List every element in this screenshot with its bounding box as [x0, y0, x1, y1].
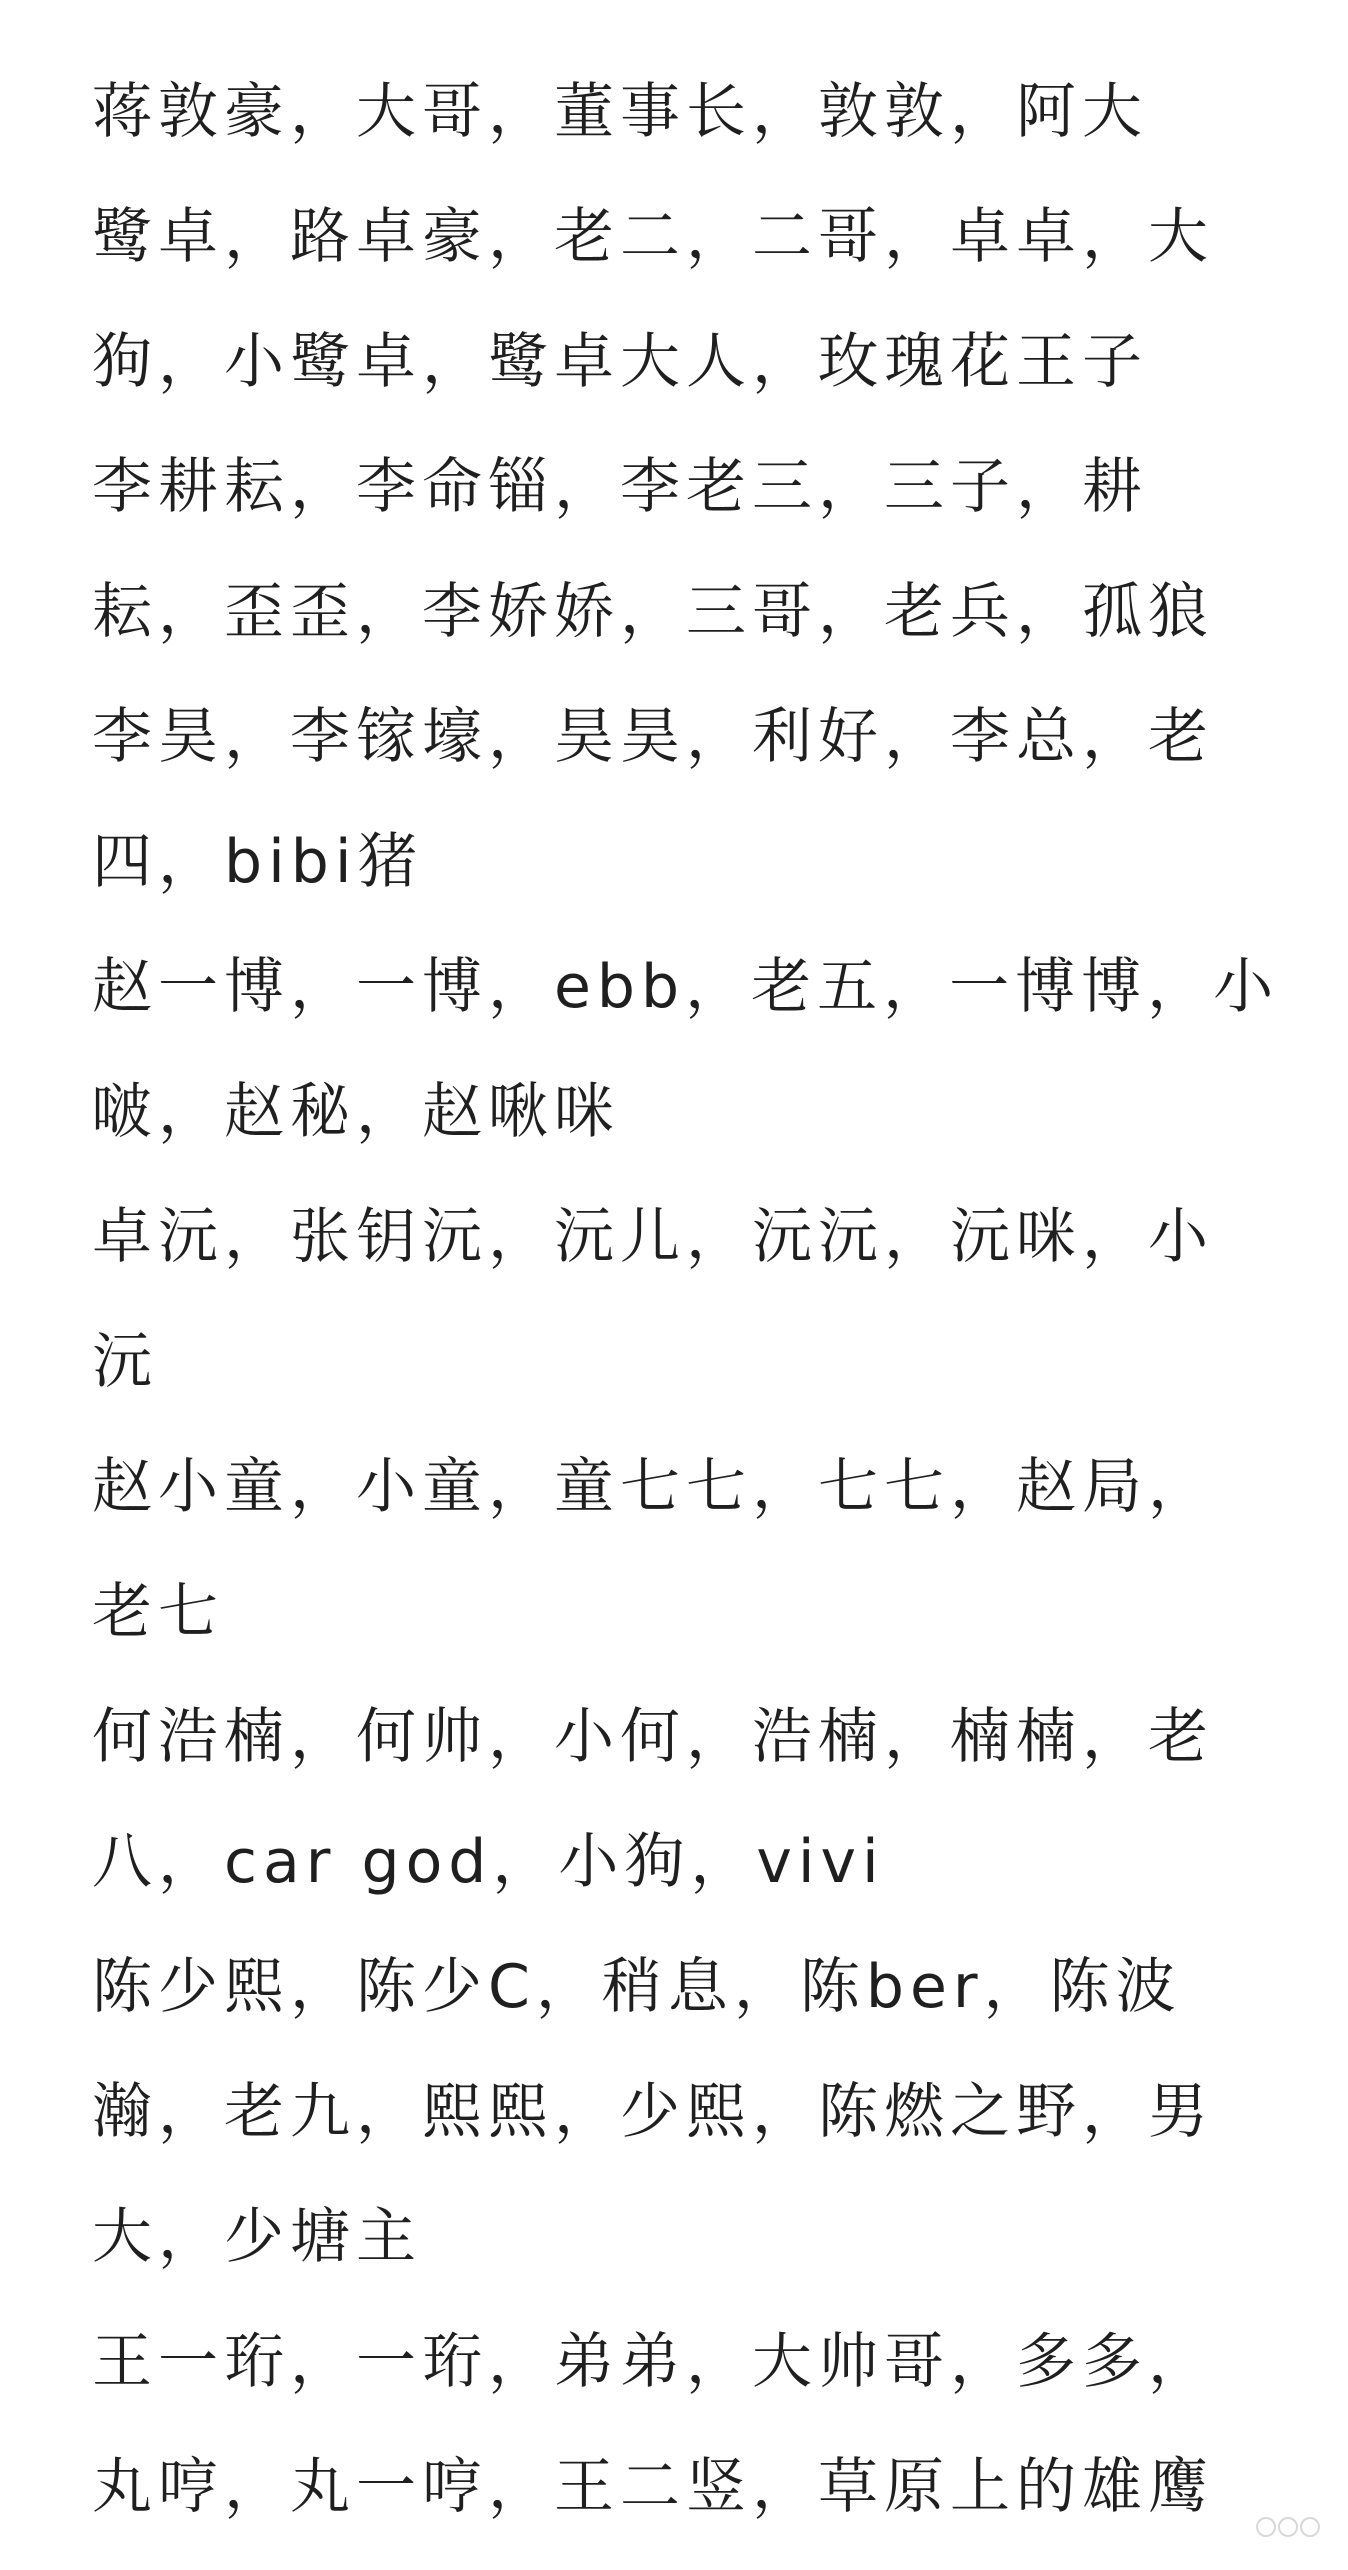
text-line: 瀚，老九，熙熙，少熙，陈燃之野，男: [92, 2077, 1214, 2147]
text-line: 四，bibi猪: [92, 827, 424, 897]
text-line: 大，少塘主: [92, 2202, 422, 2272]
text-line: 耘，歪歪，李娇娇，三哥，老兵，孤狼: [92, 577, 1214, 647]
text-line: 八，car god，小狗，vivi: [92, 1827, 885, 1897]
text-line: 啵，赵秘，赵啾咪: [92, 1077, 620, 1147]
watermark-dot: [1278, 2517, 1298, 2537]
text-line: 狗，小鹭卓，鹭卓大人，玫瑰花王子: [92, 327, 1148, 397]
text-line: 陈少熙，陈少C，稍息，陈ber，陈波: [92, 1952, 1182, 2022]
text-line: 王一珩，一珩，弟弟，大帅哥，多多，: [92, 2327, 1214, 2397]
watermark-dot: [1300, 2517, 1320, 2537]
watermark-dot: [1256, 2517, 1276, 2537]
weibo-watermark-icon: [1256, 2512, 1320, 2542]
text-line: 卓沅，张钥沅，沅儿，沅沅，沅咪，小: [92, 1202, 1214, 1272]
text-line: 李耕耘，李命锱，李老三，三子，耕: [92, 452, 1148, 522]
text-line: 沅: [92, 1327, 158, 1397]
text-line: 李昊，李镓壕，昊昊，利好，李总，老: [92, 702, 1214, 772]
text-line: 赵小童，小童，童七七，七七，赵局，: [92, 1452, 1214, 1522]
text-line: 鹭卓，路卓豪，老二，二哥，卓卓，大: [92, 202, 1214, 272]
text-line: 赵一博，一博，ebb，老五，一博博，小: [92, 952, 1280, 1022]
text-line: 丸哼，丸一哼，王二竖，草原上的雄鹰: [92, 2452, 1214, 2522]
document-body: [92, 70, 1292, 2570]
text-line: 老七: [92, 1577, 224, 1647]
text-line: 蒋敦豪，大哥，董事长，敦敦，阿大: [92, 77, 1148, 147]
text-line: 何浩楠，何帅，小何，浩楠，楠楠，老: [92, 1702, 1214, 1772]
